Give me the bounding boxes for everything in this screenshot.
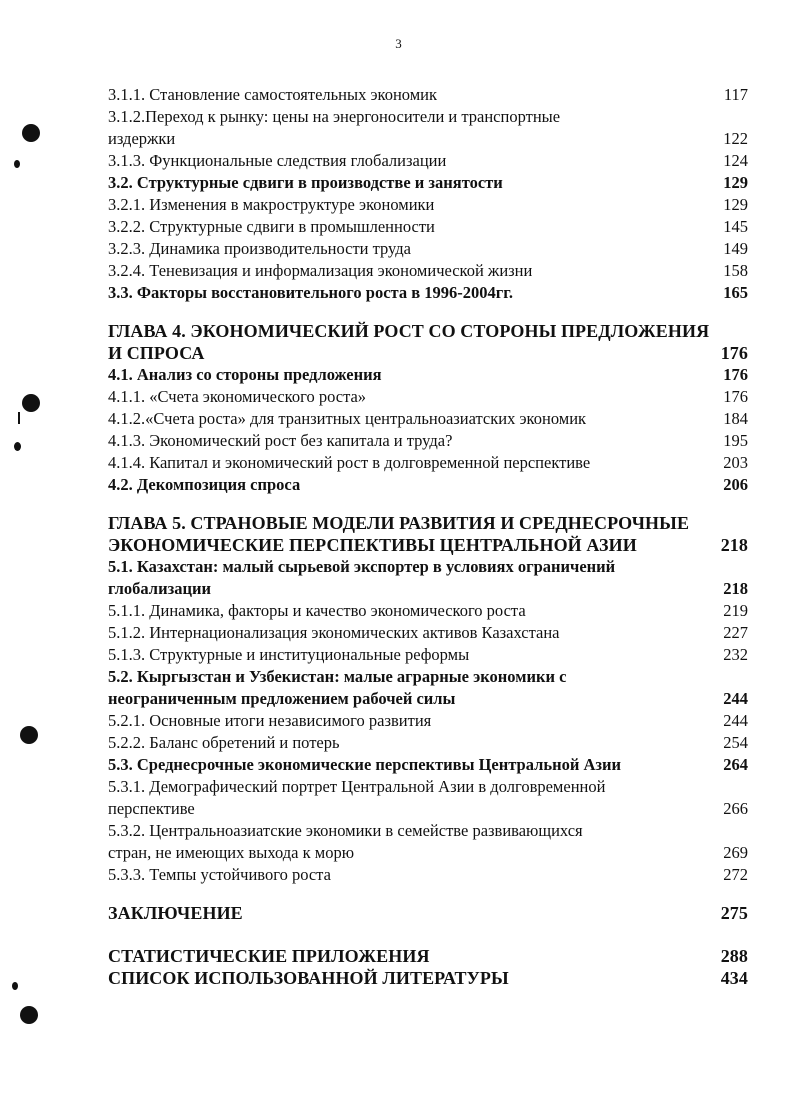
toc-section [108,578,748,600]
toc-section-page: 206 [723,475,748,494]
toc-entry-page: 232 [723,645,748,664]
toc-entry-title: 5.3.1. Демографический портрет Центральной Азии в долговременной [108,777,606,796]
toc-section [108,474,748,496]
toc-entry-title: 5.1.1. Динамика, факторы и качество экономического роста [108,601,526,620]
toc-entry [108,776,748,798]
toc-entry [108,216,748,238]
toc-chapter-title: СТАТИСТИЧЕСКИЕ ПРИЛОЖЕНИЯ [108,946,430,966]
toc-entry [108,710,748,732]
toc-entry [108,452,748,474]
toc-entry [108,798,748,820]
toc-entry [108,408,748,430]
toc-section-title: 4.1. Анализ со стороны предложения [108,365,382,384]
toc-entry [108,84,748,106]
toc-entry-page: 184 [723,409,748,428]
toc-entry-title: 3.1.2.Переход к рынку: цены на энергоносители и транспортные [108,107,561,126]
toc-entry [108,128,748,150]
toc-entry-page: 254 [723,733,748,752]
toc-entry [108,238,748,260]
toc-chapter-title: ЭКОНОМИЧЕСКИЕ ПЕРСПЕКТИВЫ ЦЕНТРАЛЬНОЙ АЗИИ [108,535,637,555]
hole-punch-mark [22,124,40,142]
toc-chapter [108,342,748,364]
toc-entry [108,106,748,128]
toc-entry-title: 5.1.2. Интернационализация экономических активов Казахстана [108,623,560,642]
toc-section [108,364,748,386]
toc-entry [108,644,748,666]
toc-entry-title: 5.2.1. Основные итоги независимого развития [108,711,432,730]
toc-entry [108,600,748,622]
toc-section-title: 5.2. Кыргызстан и Узбекистан: малые аграрные экономики с [108,667,567,686]
toc-chapter-title: ГЛАВА 4. ЭКОНОМИЧЕСКИЙ РОСТ СО СТОРОНЫ ПРЕДЛОЖЕНИЯ [108,321,710,341]
toc-entry-page: 117 [723,85,748,104]
hole-punch-mark [14,160,20,168]
toc-entry-page: 266 [723,799,748,818]
toc-entry [108,430,748,452]
toc-section-title: 5.3. Среднесрочные экономические перспективы Центральной Азии [108,755,622,774]
toc-section [108,754,748,776]
toc-entry-page: 129 [723,195,748,214]
toc-entry-title: 5.1.3. Структурные и институциональные реформы [108,645,470,664]
hole-punch-mark [20,726,38,744]
toc-entry-title: 4.1.3. Экономический рост без капитала и труда? [108,431,453,450]
toc-chapter-page: 218 [720,535,748,555]
toc-section-page: 129 [723,173,748,192]
hole-punch-mark [22,394,40,412]
toc-entry [108,864,748,886]
toc-entry [108,386,748,408]
toc-section-page: 218 [723,579,748,598]
hole-punch-mark [20,1006,38,1024]
toc-entry [108,194,748,216]
toc-entry-title: 5.2.2. Баланс обретений и потерь [108,733,340,752]
toc-chapter-title: ЗАКЛЮЧЕНИЕ [108,903,243,923]
toc-section [108,556,748,578]
toc-entry-page: 176 [723,387,748,406]
toc-chapter-page: 434 [720,968,748,988]
toc-entry-title: 3.1.1. Становление самостоятельных экономик [108,85,438,104]
toc-section [108,666,748,688]
hole-punch-mark [12,982,18,990]
toc-chapter-page: 176 [720,343,748,363]
toc-entry-page: 272 [723,865,748,884]
toc-chapter [108,902,748,924]
toc-section-page: 244 [723,689,748,708]
toc-entry-page: 219 [723,601,748,620]
toc-section-title: 4.2. Декомпозиция спроса [108,475,301,494]
toc-entry-page: 149 [723,239,748,258]
toc-entry-title: 3.2.4. Теневизация и информализация экономической жизни [108,261,533,280]
toc-chapter [108,967,748,989]
toc-entry-page: 227 [723,623,748,642]
toc-section [108,688,748,710]
toc-entry [108,150,748,172]
toc-chapter-title: СПИСОК ИСПОЛЬЗОВАННОЙ ЛИТЕРАТУРЫ [108,968,509,988]
toc-entry-page: 124 [723,151,748,170]
toc-entry [108,732,748,754]
toc-chapter [108,512,748,534]
toc-entry-page: 195 [723,431,748,450]
toc-entry-title: 3.2.2. Структурные сдвиги в промышленности [108,217,435,236]
toc-chapter [108,945,748,967]
toc-entry-page: 158 [723,261,748,280]
scan-tick-mark [18,412,20,424]
toc-section-page: 264 [723,755,748,774]
toc-entry-title: 4.1.4. Капитал и экономический рост в долговременной перспективе [108,453,591,472]
toc-entry-title: издержки [108,129,176,148]
toc-chapter-page: 288 [720,946,748,966]
toc-entry-title: 3.1.3. Функциональные следствия глобализации [108,151,447,170]
toc-chapter [108,320,748,342]
table-of-contents [108,84,748,989]
toc-entry-title: 3.2.1. Изменения в макроструктуре экономики [108,195,435,214]
toc-entry [108,260,748,282]
toc-entry-page: 203 [723,453,748,472]
toc-section-page: 165 [723,283,748,302]
toc-entry [108,820,748,842]
toc-chapter [108,534,748,556]
page-number: 3 [395,36,402,51]
toc-entry [108,842,748,864]
toc-entry-title: 5.3.3. Темпы устойчивого роста [108,865,331,884]
toc-entry-page: 269 [723,843,748,862]
toc-entry-page: 145 [723,217,748,236]
toc-section [108,172,748,194]
toc-entry-title: перспективе [108,799,195,818]
toc-section-title: 3.2. Структурные сдвиги в производстве и занятости [108,173,503,192]
toc-entry-title: 5.3.2. Центральноазиатские экономики в семействе развивающихся [108,821,583,840]
toc-section-page: 176 [723,365,748,384]
toc-entry-title: стран, не имеющих выхода к морю [108,843,355,862]
toc-entry-page: 122 [723,129,748,148]
toc-section-title: глобализации [108,579,211,598]
toc-chapter-title: И СПРОСА [108,343,205,363]
toc-entry-page: 244 [723,711,748,730]
toc-section-title: 5.1. Казахстан: малый сырьевой экспортер в условиях ограничений [108,557,616,576]
toc-entry-title: 4.1.2.«Счета роста» для транзитных центральноазиатских экономик [108,409,587,428]
toc-chapter-title: ГЛАВА 5. СТРАНОВЫЕ МОДЕЛИ РАЗВИТИЯ И СРЕДНЕСРОЧНЫЕ [108,513,690,533]
toc-entry-title: 3.2.3. Динамика производительности труда [108,239,411,258]
toc-chapter-page: 275 [720,903,748,923]
toc-section-title: 3.3. Факторы восстановительного роста в 1996-2004гг. [108,283,513,302]
toc-entry-title: 4.1.1. «Счета экономического роста» [108,387,367,406]
toc-section-title: неограниченным предложением рабочей силы [108,689,456,708]
toc-entry [108,622,748,644]
toc-section [108,282,748,304]
hole-punch-mark [14,442,21,451]
